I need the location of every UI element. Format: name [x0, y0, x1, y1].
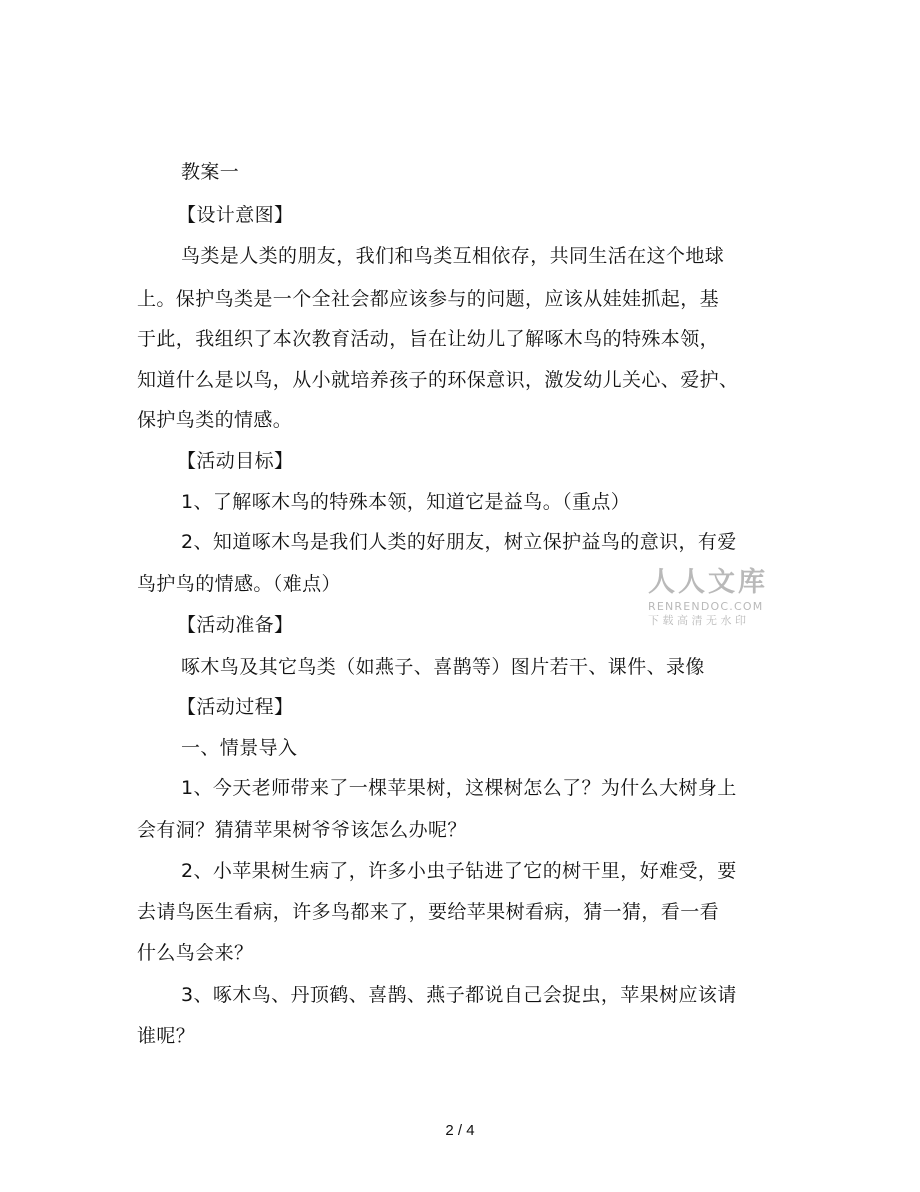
section-goals-heading: 【活动目标】 — [177, 450, 294, 472]
section-design-heading: 【设计意图】 — [177, 204, 294, 226]
section-process-heading: 【活动过程】 — [177, 696, 294, 718]
design-paragraph-line: 鸟类是人类的朋友，我们和鸟类互相依存，共同生活在这个地球 — [181, 245, 725, 267]
process-step: 1、今天老师带来了一棵苹果树，这棵树怎么了？为什么大树身上 — [181, 777, 737, 799]
design-paragraph-line: 保护鸟类的情感。 — [137, 409, 293, 431]
document-heading: 教案一 — [181, 161, 240, 183]
process-step: 3、啄木鸟、丹顶鹤、喜鹊、燕子都说自己会捉虫，苹果树应该请 — [181, 984, 737, 1006]
process-step: 2、小苹果树生病了，许多小虫子钻进了它的树干里，好难受，要 — [181, 860, 737, 882]
watermark-subtitle: 下载高清无水印 — [648, 614, 750, 627]
process-step-continuation: 什么鸟会来？ — [137, 942, 254, 964]
design-paragraph-line: 上。保护鸟类是一个全社会都应该参与的问题，应该从娃娃抓起，基 — [137, 288, 720, 310]
goal-item: 1、了解啄木鸟的特殊本领，知道它是益鸟。（重点） — [181, 491, 631, 513]
watermark-url: RENRENDOC.COM — [648, 600, 764, 613]
design-paragraph-line: 于此，我组织了本次教育活动，旨在让幼儿了解啄木鸟的特殊本领， — [137, 328, 720, 350]
design-paragraph-line: 知道什么是以鸟，从小就培养孩子的环保意识，激发幼儿关心、爱护、 — [137, 369, 739, 391]
goal-item: 2、知道啄木鸟是我们人类的好朋友，树立保护益鸟的意识，有爱 — [181, 531, 737, 553]
watermark-title: 人人文库 — [648, 567, 768, 598]
page-number: 2 / 4 — [445, 1122, 475, 1139]
section-prep-heading: 【活动准备】 — [177, 614, 294, 636]
goal-item-continuation: 鸟护鸟的情感。（难点） — [137, 573, 341, 595]
watermark-logo — [648, 567, 772, 627]
process-step-continuation: 去请鸟医生看病，许多鸟都来了，要给苹果树看病，猜一猜，看一看 — [137, 901, 720, 923]
prep-text: 啄木鸟及其它鸟类（如燕子、喜鹊等）图片若干、课件、录像 — [181, 656, 705, 678]
process-subheading: 一、情景导入 — [181, 737, 298, 759]
process-step-continuation: 会有洞？猜猜苹果树爷爷该怎么办呢？ — [137, 819, 467, 841]
process-step-continuation: 谁呢？ — [137, 1025, 196, 1047]
